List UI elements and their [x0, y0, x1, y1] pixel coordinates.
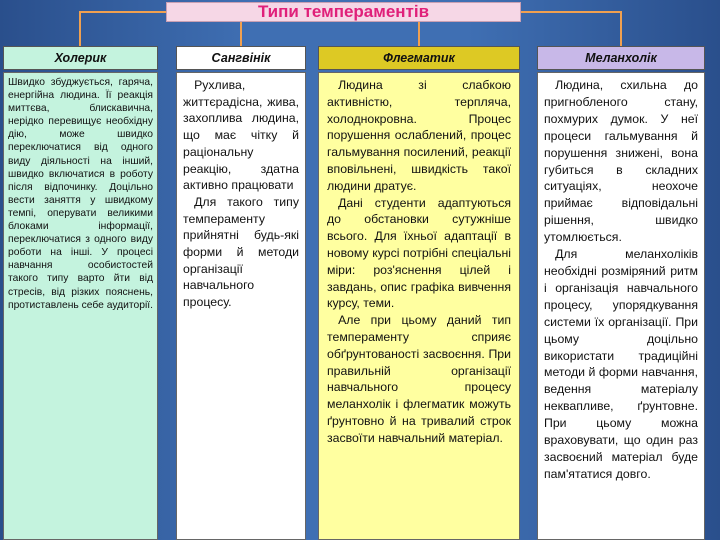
phlegmatic-paragraph-2: Дані студенти адаптуються до обстановки сутужніше всього. Для їхньої адаптації в новому курсі потрібні спеціальні міри: роз'яснення цілей і завдань, опис графіка вивчення курсу, теми.	[327, 195, 511, 311]
melancholic-paragraph-2: Для меланхоліків необхідні розміряний ритм і організація навчального процесу, упорядкування системи їх організації. При цьому доцільно використати традиційні методи й форми навчання, ведення матеріалу неквапливе, ґрунтовне. При цьому можна враховувати, що один раз засвоєний матеріал буде пам'ятатися довго.	[544, 247, 698, 481]
column-phlegmatic	[318, 72, 520, 540]
column-melancholic	[537, 72, 705, 540]
sanguine-paragraph-1: Рухлива, життєрадісна, жива, захоплива людина, що має чітку й раціональну реакцію, здатна активно працювати	[183, 78, 299, 193]
header-phlegmatic: Флегматик	[318, 46, 520, 70]
header-sanguine: Сангвінік	[176, 46, 306, 70]
choleric-paragraph: Швидко збуджується, гаряча, енергійна людина. Її реакція миттєва, блискавична, нерідко перевищує необхідну дію, може швидко переключатися від одного виду діяльності на інший, швидко включатися в роботу після відпочинку. Доцільно вести заняття у швидкому темпі, оперувати великими блоками інформації, переключатися з одного виду роботи на інші. У процесі навчання особистостей такого типу варто йти від стресів, від різких пояснень, протиставлень себе аудиторії.	[8, 77, 153, 311]
phlegmatic-paragraph-1: Людина зі слабкою активністю, терпляча, холоднокровна. Процес порушення ослаблений, процес гальмування посилений, реакції вповільнені, швидкість такої людини дратує.	[327, 78, 511, 193]
connector-choleric	[80, 12, 166, 46]
diagram-title: Типи темпераментів	[166, 2, 521, 22]
column-choleric	[3, 72, 158, 540]
header-choleric: Холерик	[3, 46, 158, 70]
header-melancholic: Меланхолік	[537, 46, 705, 70]
connector-melancholic	[521, 12, 621, 46]
melancholic-paragraph-1: Людина, схильна до пригнобленого стану, похмурих думок. У неї процеси гальмування й порушення знижені, вона губиться в складних ситуаціях, неохоче приймає відповідальні рішення, швидко утомлюється.	[544, 78, 698, 245]
column-sanguine	[176, 72, 306, 540]
sanguine-paragraph-2: Для такого типу темпераменту прийнятні будь-які форми й методи організації навчального процесу.	[183, 194, 299, 310]
phlegmatic-paragraph-3: Але при цьому даний тип темпераменту сприяє обґрунтованості засвоєння. При правильній організації навчального процесу меланхолік і флегматик можуть ґрунтовно й на тривалий строк засвоїти навчальний матеріал.	[327, 313, 511, 445]
